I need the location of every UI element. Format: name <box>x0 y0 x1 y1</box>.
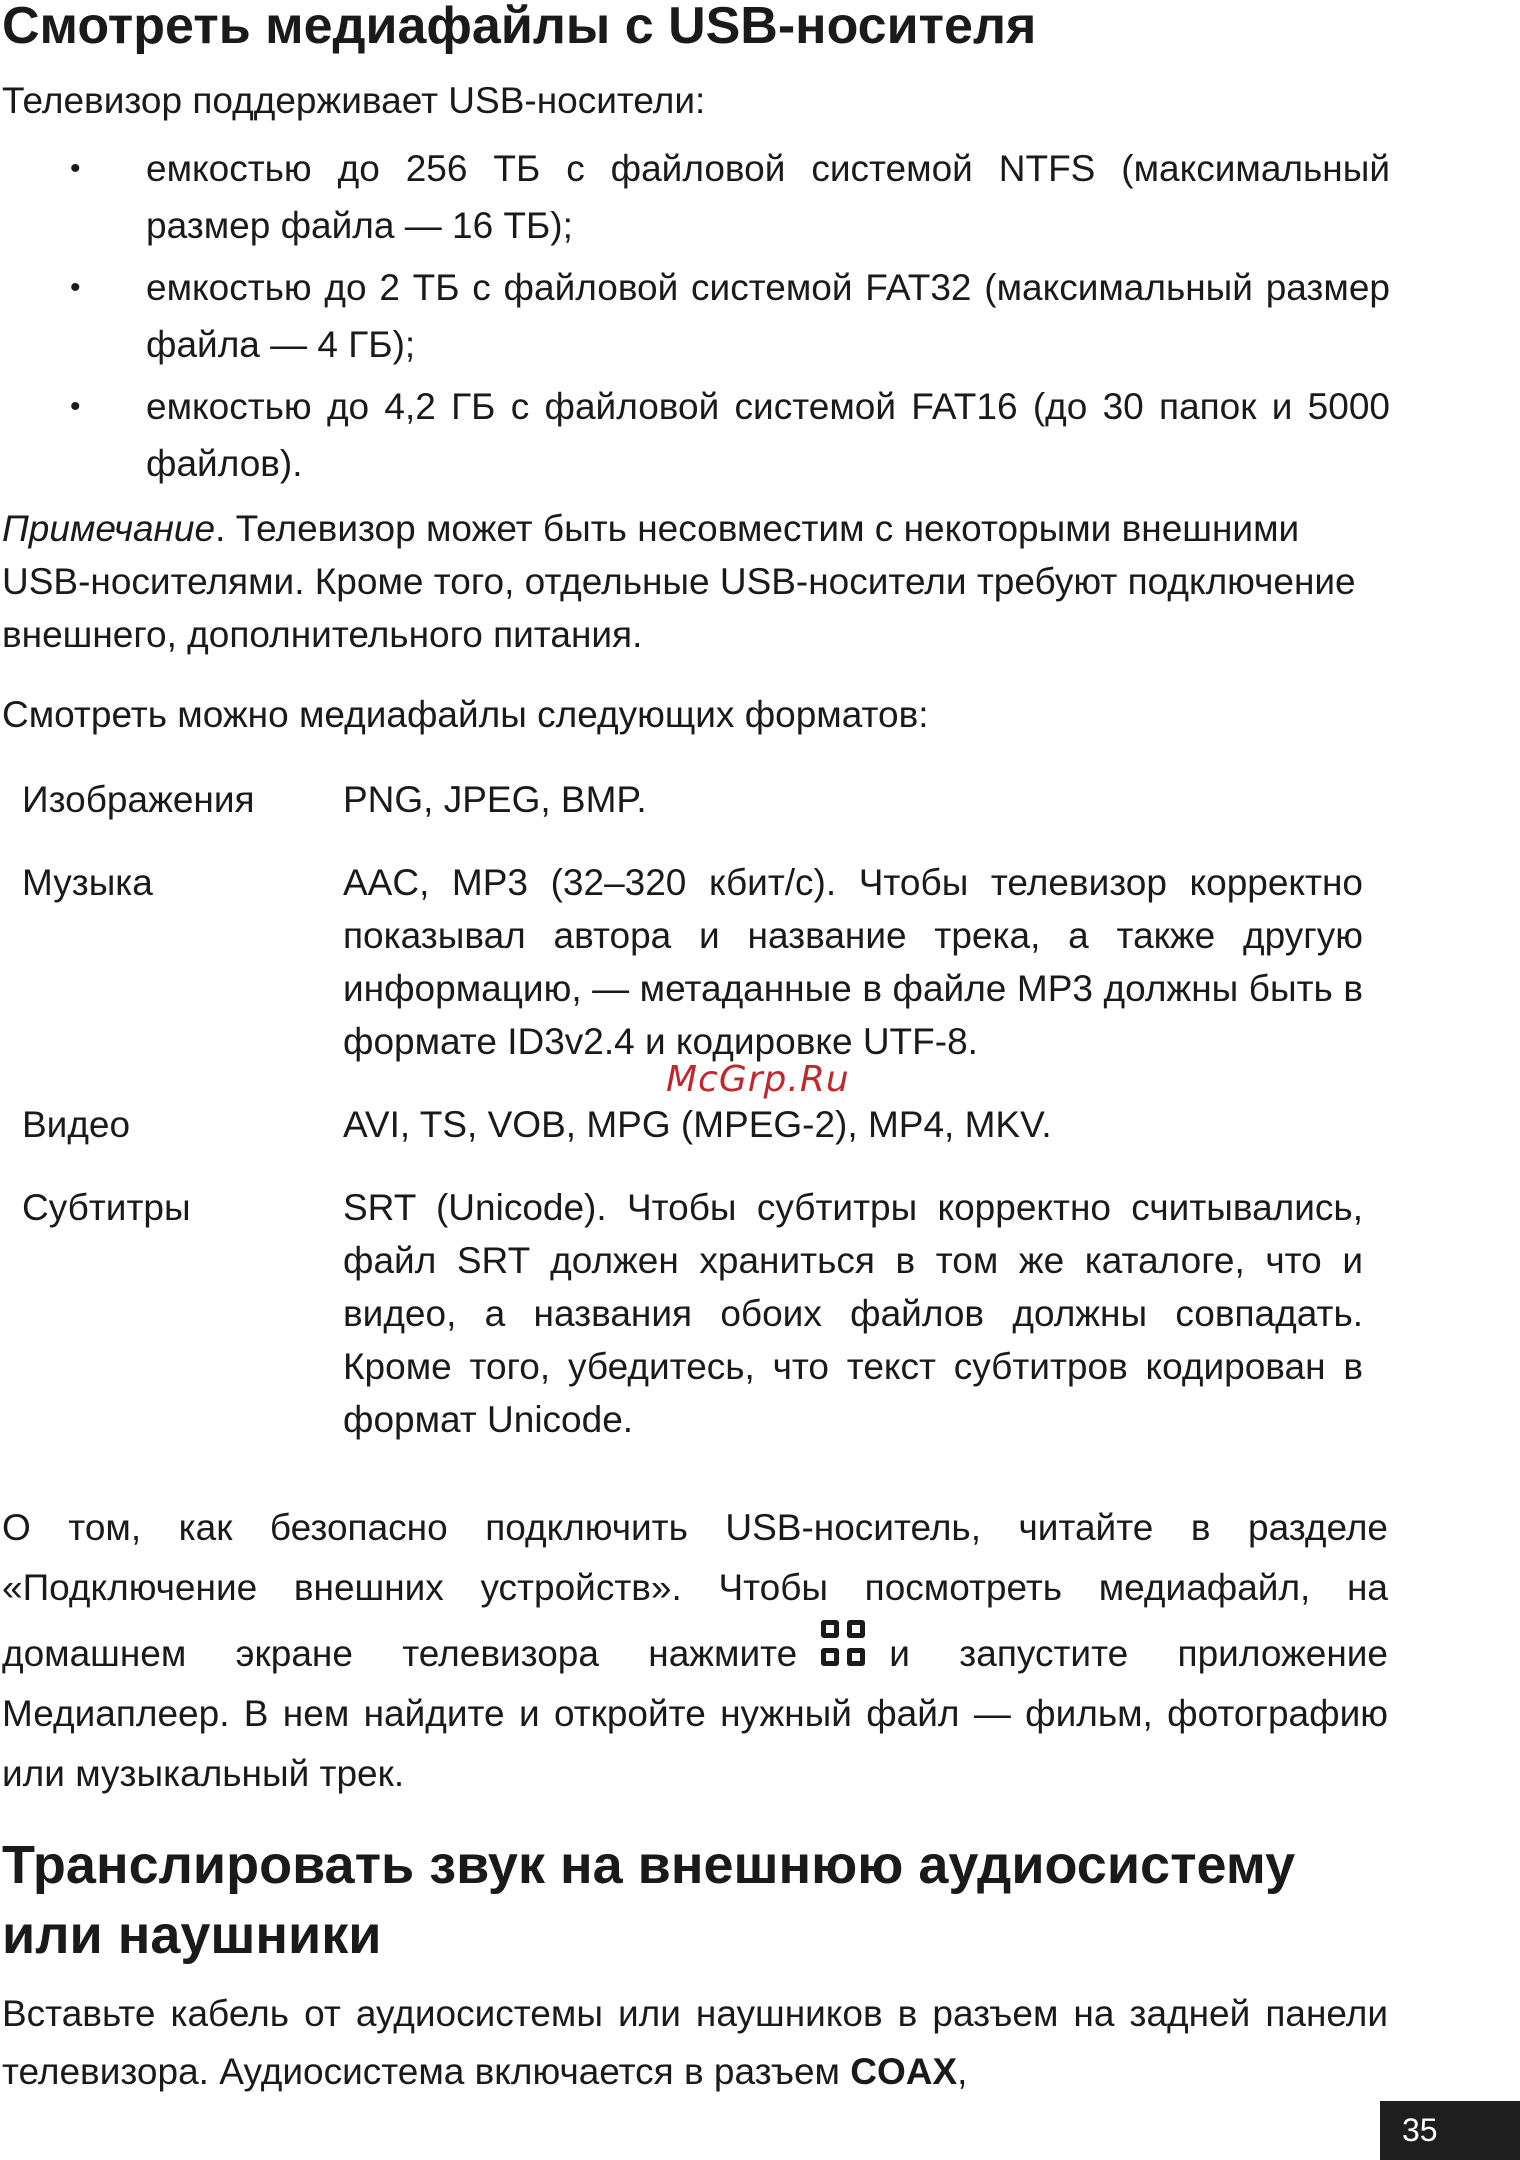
format-desc: SRT (Unicode). Чтобы субтитры корректно считывались, файл SRT должен храниться в том же каталоге, что и видео, а названия обоих файлов должны совпадать. Кроме того, убедитесь, что текст субтитров кодирован в формат Unicode. <box>343 1187 1363 1440</box>
list-item <box>0 259 1390 373</box>
apps-grid-icon <box>813 1618 873 1674</box>
format-type: Изображения <box>22 779 255 820</box>
formats-table <box>0 773 1370 1476</box>
list-item-text: емкостью до 2 ТБ с файловой системой FAT32 (максимальный размер файла — 4 ГБ); <box>146 267 1390 365</box>
howto-text-1: О том, как безопасно подключить USB-носитель, читайте в разделе «Подключение внешних устройств». Чтобы посмотреть медиафайл, на домашнем экране телевизора нажмите <box>2 1507 1388 1674</box>
bullet-icon: • <box>70 390 81 423</box>
table-row <box>0 773 1370 826</box>
format-type: Музыка <box>22 862 153 903</box>
format-desc: AVI, TS, VOB, MPG (MPEG-2), MP4, MKV. <box>343 1104 1052 1145</box>
note-label: Примечание <box>2 508 216 549</box>
format-desc: PNG, JPEG, BMP. <box>343 779 647 820</box>
page-number: 35 <box>1380 2101 1520 2160</box>
audio-text-1: Вставьте кабель от аудиосистемы или наушников в разъем на задней панели телевизора. Аудиосистема включается в разъем <box>2 1993 1388 2092</box>
usb-support-intro: Телевизор поддерживает USB-носители: <box>2 80 706 121</box>
list-item-text: емкостью до 4,2 ГБ с файловой системой FAT16 (до 30 папок и 5000 файлов). <box>146 386 1390 484</box>
section-heading-audio-output: Транслировать звук на внешнюю аудиосистему или наушники <box>2 1835 1296 1965</box>
bullet-icon: • <box>70 271 81 304</box>
list-item <box>0 140 1390 254</box>
section-heading-usb-media: Смотреть медиафайлы с USB-носителя <box>2 0 1037 55</box>
table-row <box>0 856 1370 1068</box>
howto-text-2: и запустите приложение Медиаплеер. В нем найдите и откройте нужный файл — фильм, фотографию или музыкальный трек. <box>2 1633 1388 1794</box>
format-type: Субтитры <box>22 1187 191 1228</box>
list-item <box>0 378 1390 492</box>
bullet-icon: • <box>70 152 81 185</box>
audio-text-2: , <box>957 2051 968 2092</box>
watermark: McGrp.Ru <box>666 1059 850 1100</box>
coax-label: COAX <box>850 2051 958 2092</box>
table-row <box>0 1181 1370 1446</box>
format-desc: AAC, MP3 (32–320 кбит/с). Чтобы телевизор корректно показывал автора и название трека, а также другую информацию, — метаданные в файле MP3 должны быть в формате ID3v2.4 и кодировке UTF-8. <box>343 862 1363 1062</box>
usb-capacity-list <box>0 140 1390 497</box>
list-item-text: емкостью до 256 ТБ с файловой системой NTFS (максимальный размер файла — 16 ТБ); <box>146 148 1390 246</box>
media-player-instructions <box>2 1498 1388 1804</box>
formats-intro: Смотреть можно медиафайлы следующих форматов: <box>2 694 929 735</box>
format-type: Видео <box>22 1104 131 1145</box>
compatibility-note <box>2 502 1388 661</box>
note-text: . Телевизор может быть несовместим с некоторыми внешними USB-носителями. Кроме того, отдельные USB-носители требуют подключение внешнего, дополнительного питания. <box>2 508 1356 655</box>
audio-connection-text <box>2 1985 1388 2101</box>
table-row <box>0 1098 1370 1151</box>
